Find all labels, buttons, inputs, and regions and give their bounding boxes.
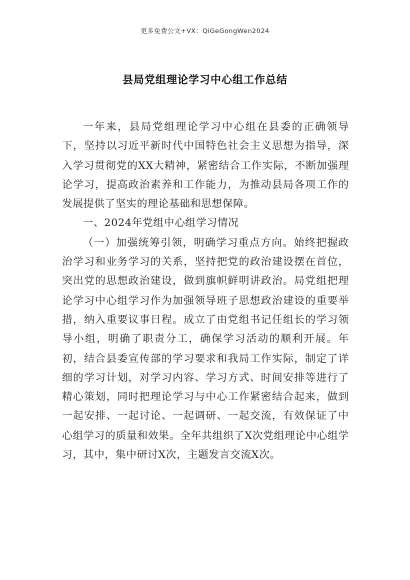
section-heading: 一、2024年党组中心组学习情况	[82, 217, 239, 230]
document-title: 县局党组理论学习中心组工作总结	[122, 74, 288, 86]
section-paragraph: （一）加强统筹引领，明确学习重点方向。始终把握政治学习和业务学习的关系，坚持把党的政治建设摆在首位，突出党的思想政治建设，做到旗帜鲜明讲政治。局党组把理论学习中心组学习作为加强领导班子思想政治建设的重要举措，纳入重要议事日程。成立了由党组书记任组长的学习领导小组，明确了职责分工，确保学习活动的顺利开展。年初，结合县委宣传部的学习要求和我局工作实际，制定了详细的学习计划，对学习内容、学习方式、时间安排等进行了精心策划，同时把理论学习与中心工作紧密结合起来，做到一起安排、一起讨论、一起调研、一起交流，有效保证了中心组学习的质量和效果。全年共组织了X次党组理论中心组学习，其中，集中研讨X次，主题发言交流X次。	[62, 236, 349, 462]
intro-paragraph: 一年来，县局党组理论学习中心组在县委的正确领导下，坚持以习近平新时代中国特色社会主义思想为指导，深入学习贯彻党的XX大精神，紧密结合工作实际，不断加强理论学习，提高政治素养和工作能力，为推动县局各项工作的发展提供了坚实的理论基础和思想保障。	[62, 121, 349, 211]
document-body	[62, 118, 349, 465]
header-note: 更多免费公文+VX：QiGeGongWen2024	[140, 27, 270, 35]
